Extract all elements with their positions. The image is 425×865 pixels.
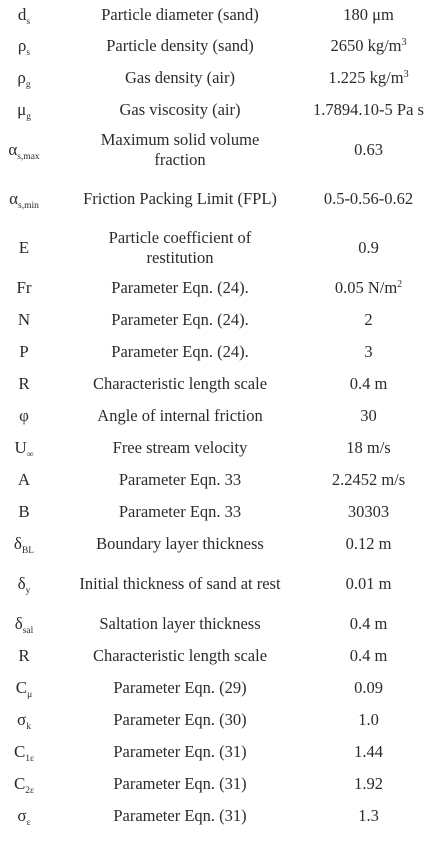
- description-cell: Parameter Eqn. 33: [118, 502, 242, 521]
- value-cell: [312, 528, 425, 560]
- value: 0.4 m: [349, 614, 388, 633]
- table-row: [0, 30, 425, 62]
- description-cell: Parameter Eqn. (24).: [111, 342, 249, 361]
- description-cell: Parameter Eqn. (30): [113, 710, 247, 729]
- value-superscript: 3: [403, 69, 409, 80]
- symbol-cell: [0, 304, 48, 336]
- value-cell: [312, 704, 425, 736]
- table-row: [0, 608, 425, 640]
- value: 1.3: [358, 806, 379, 825]
- value-cell: [312, 62, 425, 94]
- description-cell: Parameter Eqn. (24).: [111, 310, 249, 329]
- value: 0.63: [354, 140, 383, 159]
- value-cell: [312, 608, 425, 640]
- symbol-cell: [0, 528, 48, 560]
- value-superscript: 3: [401, 37, 407, 48]
- symbol-cell: [0, 368, 48, 400]
- value: 1.44: [354, 742, 383, 761]
- symbol: C: [13, 774, 26, 793]
- value-cell: [312, 400, 425, 432]
- symbol: N: [17, 310, 31, 329]
- symbol-subscript: s,min: [18, 201, 39, 211]
- value-cell: [312, 272, 425, 304]
- value: 0.5-0.56-0.62: [323, 189, 414, 208]
- symbol-cell: [0, 62, 48, 94]
- symbol-cell: [0, 272, 48, 304]
- symbol-subscript: g: [26, 112, 31, 122]
- value: 0.05 N/m: [334, 278, 398, 297]
- description-cell: Free stream velocity: [112, 438, 248, 457]
- description-cell: Parameter Eqn. (31): [113, 742, 247, 761]
- value: 0.4 m: [349, 374, 388, 393]
- symbol-cell: [0, 736, 48, 768]
- value: 0.01 m: [345, 574, 392, 593]
- value: 2650 kg/m: [330, 36, 402, 55]
- table-row: [0, 672, 425, 704]
- table-row: [0, 528, 425, 560]
- table-row: [0, 736, 425, 768]
- value: 18 m/s: [346, 438, 391, 457]
- table-row: [0, 640, 425, 672]
- description-cell: Characteristic length scale: [92, 374, 268, 393]
- description-cell: Particle coefficient of restitution: [108, 228, 252, 267]
- symbol-cell: [0, 432, 48, 464]
- value-cell: [312, 368, 425, 400]
- symbol-cell: [0, 224, 48, 272]
- value: 2.2452 m/s: [331, 470, 406, 489]
- symbol: Fr: [16, 278, 32, 297]
- description-cell: Saltation layer thickness: [99, 614, 261, 633]
- table-row: [0, 62, 425, 94]
- table-row: [0, 704, 425, 736]
- value-cell: [312, 768, 425, 800]
- symbol: δ: [13, 534, 22, 553]
- value-cell: [312, 736, 425, 768]
- description-cell: Maximum solid volume fraction: [100, 130, 260, 169]
- table-row: [0, 94, 425, 126]
- description-cell: Parameter Eqn. 33: [118, 470, 242, 489]
- symbol: d: [17, 5, 27, 24]
- symbol-cell: [0, 94, 48, 126]
- description-cell: Gas viscosity (air): [119, 100, 241, 119]
- symbol-subscript: BL: [21, 546, 35, 556]
- value-cell: [312, 432, 425, 464]
- table-row: [0, 400, 425, 432]
- symbol-cell: [0, 336, 48, 368]
- value-cell: [312, 174, 425, 224]
- table-row: [0, 560, 425, 608]
- symbol: μ: [17, 100, 27, 119]
- value-cell: [312, 224, 425, 272]
- symbol: σ: [17, 806, 27, 825]
- symbol-cell: [0, 672, 48, 704]
- value: 30303: [347, 502, 390, 521]
- symbol-cell: [0, 800, 48, 832]
- symbol: σ: [17, 710, 27, 729]
- symbol-cell: [0, 496, 48, 528]
- value: 1.0: [358, 710, 379, 729]
- description-cell: Particle diameter (sand): [101, 5, 259, 24]
- symbol-cell: [0, 560, 48, 608]
- value: 2: [364, 310, 373, 329]
- table-row: [0, 336, 425, 368]
- symbol: P: [19, 342, 29, 361]
- description-cell: Angle of internal friction: [97, 406, 263, 425]
- symbol: E: [18, 238, 30, 257]
- symbol-cell: [0, 400, 48, 432]
- value-cell: [312, 640, 425, 672]
- description-cell: Parameter Eqn. (29): [113, 678, 247, 697]
- symbol-subscript: 2ε: [25, 786, 35, 796]
- value-cell: [312, 30, 425, 62]
- value-cell: [312, 94, 425, 126]
- value: 1.7894.10-5 Pa s: [313, 100, 424, 119]
- symbol-subscript: sal: [22, 626, 34, 636]
- value: 180 μm: [343, 5, 394, 24]
- table-row: [0, 174, 425, 224]
- description-cell: Parameter Eqn. (31): [113, 774, 247, 793]
- symbol: α: [8, 140, 18, 159]
- symbol: φ: [19, 406, 29, 425]
- symbol-subscript: ε: [26, 818, 31, 828]
- symbol-subscript: k: [26, 722, 31, 732]
- value: 1.225 kg/m: [328, 68, 404, 87]
- symbol-subscript: ∞: [26, 450, 34, 460]
- symbol: B: [18, 502, 30, 521]
- description-cell: Characteristic length scale: [92, 646, 268, 665]
- table-row: [0, 126, 425, 174]
- symbol: A: [17, 470, 31, 489]
- value: 3: [364, 342, 373, 361]
- symbol: C: [15, 678, 28, 697]
- table-row: [0, 224, 425, 272]
- value-cell: [312, 464, 425, 496]
- table-row: [0, 304, 425, 336]
- value-cell: [312, 336, 425, 368]
- description-cell: Particle density (sand): [106, 36, 254, 55]
- symbol-cell: [0, 30, 48, 62]
- table-row: [0, 800, 425, 832]
- symbol-subscript: s,max: [17, 152, 40, 162]
- symbol-cell: [0, 608, 48, 640]
- symbol: α: [9, 189, 19, 208]
- value-cell: [312, 800, 425, 832]
- symbol: U: [14, 438, 27, 457]
- symbol-subscript: s: [26, 17, 31, 27]
- value: 0.9: [358, 238, 379, 257]
- table-row: [0, 272, 425, 304]
- value: 1.92: [354, 774, 383, 793]
- symbol-cell: [0, 464, 48, 496]
- table-row: [0, 432, 425, 464]
- symbol-subscript: μ: [27, 690, 33, 700]
- symbol: R: [18, 374, 30, 393]
- symbol: δ: [14, 614, 23, 633]
- value-cell: [312, 126, 425, 174]
- symbol-subscript: s: [26, 48, 31, 58]
- symbol: δ: [17, 574, 26, 593]
- symbol-cell: [0, 174, 48, 224]
- symbol: ρ: [17, 36, 27, 55]
- table-row: [0, 464, 425, 496]
- value-superscript: 2: [397, 279, 403, 290]
- symbol: R: [18, 646, 30, 665]
- symbol: C: [13, 742, 26, 761]
- symbol-cell: [0, 768, 48, 800]
- description-cell: Boundary layer thickness: [96, 534, 264, 553]
- value: 0.4 m: [349, 646, 388, 665]
- value-cell: [312, 672, 425, 704]
- symbol-subscript: g: [25, 80, 31, 90]
- value-cell: [312, 0, 425, 30]
- description-cell: Friction Packing Limit (FPL): [83, 189, 277, 208]
- table-row: [0, 368, 425, 400]
- description-cell: Parameter Eqn. (31): [113, 806, 247, 825]
- value-cell: [312, 496, 425, 528]
- value-cell: [312, 560, 425, 608]
- table-row: [0, 496, 425, 528]
- description-cell: Gas density (air): [125, 68, 235, 87]
- description-cell: Initial thickness of sand at rest: [79, 574, 281, 593]
- symbol-cell: [0, 126, 48, 174]
- table-row: [0, 0, 425, 30]
- symbol: ρ: [17, 68, 26, 87]
- symbol-subscript: 1ε: [25, 754, 35, 764]
- value: 0.12 m: [345, 534, 392, 553]
- symbol-cell: [0, 704, 48, 736]
- symbol-cell: [0, 0, 48, 30]
- symbol-subscript: y: [25, 586, 31, 596]
- value: 30: [360, 406, 377, 425]
- description-cell: Parameter Eqn. (24).: [111, 278, 249, 297]
- value-cell: [312, 304, 425, 336]
- value: 0.09: [354, 678, 383, 697]
- symbol-cell: [0, 640, 48, 672]
- table-row: [0, 768, 425, 800]
